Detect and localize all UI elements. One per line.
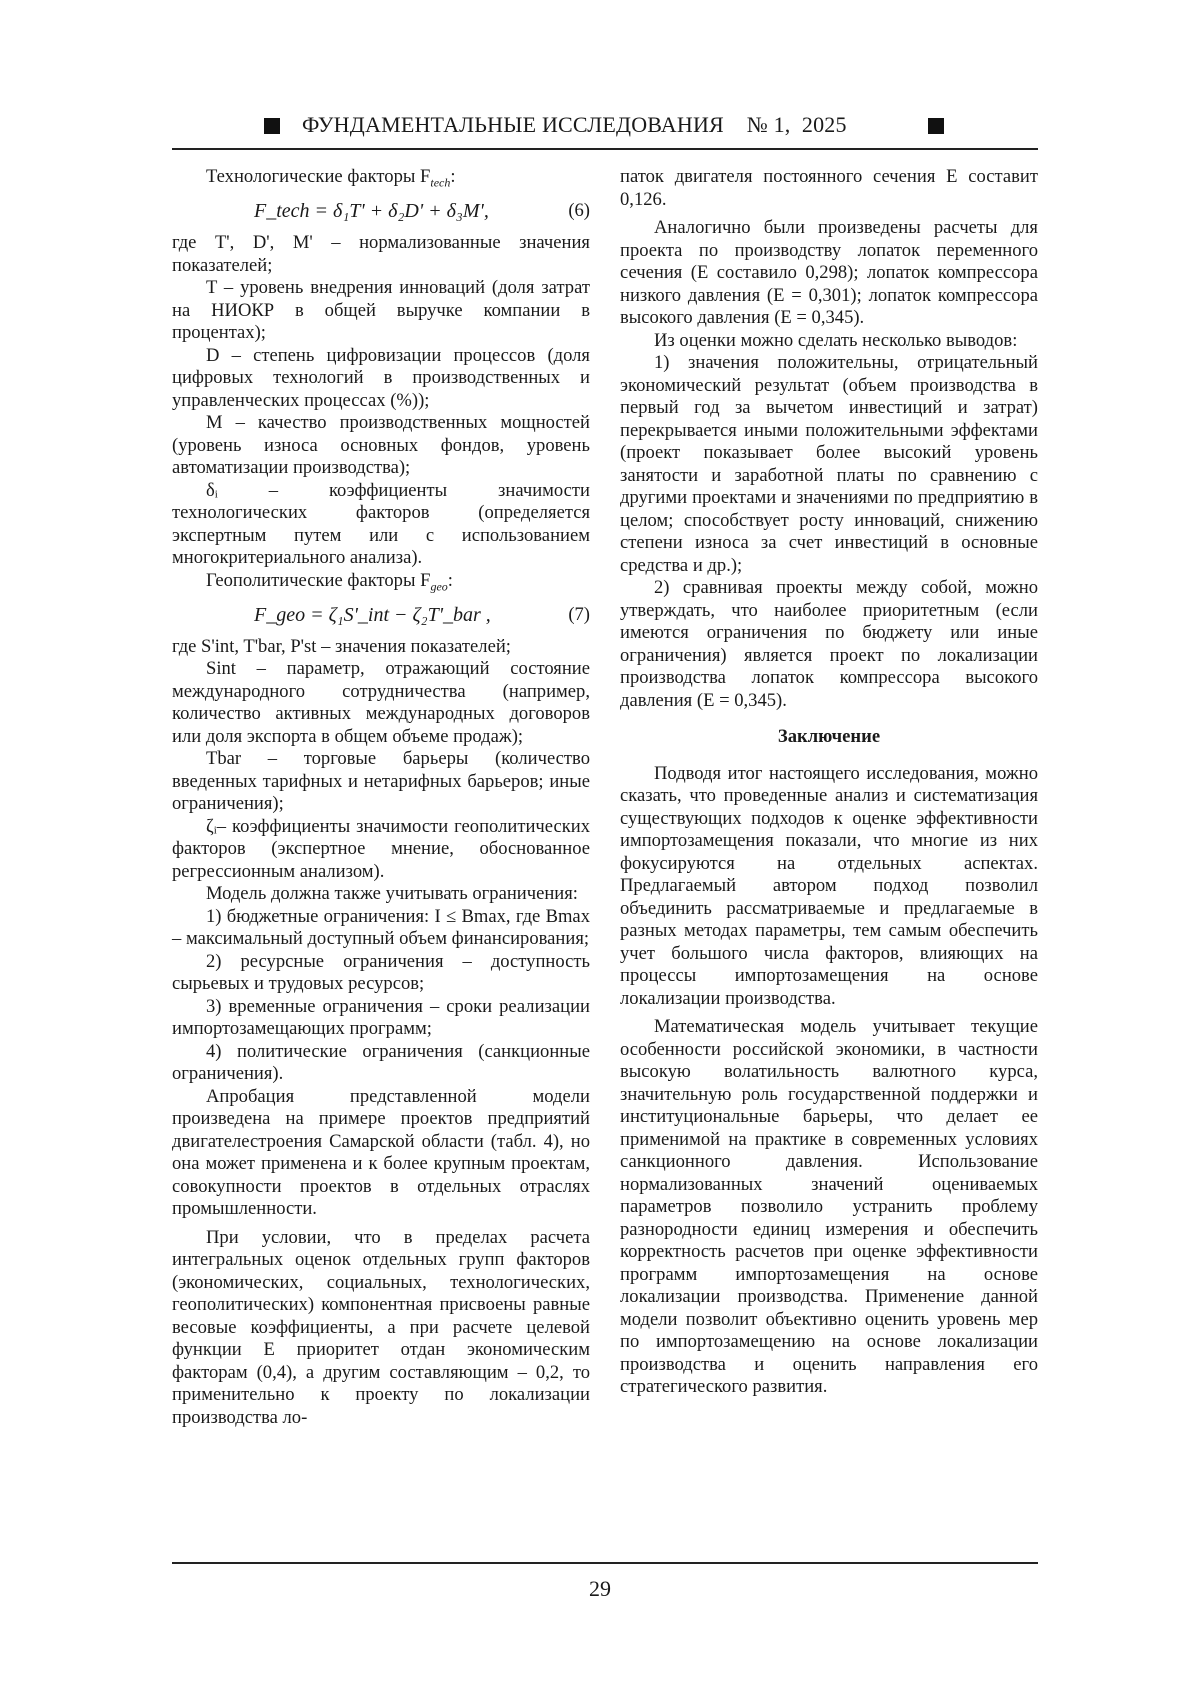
formula-6 bbox=[172, 196, 590, 230]
paragraph: M – качество производственных мощностей (уровень износа основных фондов, уровень автоматизации производства); bbox=[172, 412, 590, 479]
paragraph: 2) ресурсные ограничения – доступность сырьевых и трудовых ресурсов; bbox=[172, 950, 590, 995]
paragraph: T – уровень внедрения инноваций (доля затрат на НИОКР в общей выручке компании в процентах); bbox=[172, 277, 590, 344]
formula-7-number: (7) bbox=[568, 603, 590, 625]
footer-divider bbox=[172, 1562, 1038, 1564]
paragraph: 2) сравнивая проекты между собой, можно утверждать, что наиболее приоритетным (если имеются ограничения по бюджету или иные ограничения) является проект по локализации производства лопаток компрессора высокого давления (E = 0,345). bbox=[620, 577, 1038, 711]
paragraph: Tbar – торговые барьеры (количество введенных тарифных и нетарифных барьеров; иные ограничения); bbox=[172, 748, 590, 815]
right-column bbox=[620, 166, 1038, 1399]
left-column bbox=[172, 166, 590, 1429]
journal-title: ФУНДАМЕНТАЛЬНЫЕ ИССЛЕДОВАНИЯ № 1, 2025 bbox=[302, 112, 847, 137]
paragraph: Аналогично были произведены расчеты для проекта по производству лопаток переменного сечения (E составило 0,298); лопаток компрессора низкого давления (E = 0,301); лопаток компрессора высокого давления (E = 0,345). bbox=[620, 217, 1038, 328]
paragraph: Математическая модель учитывает текущие особенности российской экономики, в частности высокую волатильность валютного курса, значительную роль государственной поддержки и институциональные барьеры, что делает ее применимой на практике в современных условиях санкционного давления. Использование нормализованных значений оцениваемых параметров позволило устранить проблему разнородности единиц измерения и обеспечить корректность расчетов при оценке эффективности программ импортозамещения на основе локализации производства. Применение данной модели позволит объективно оценить уровень мер по импортозамещению на основе локализации производства и оценить направления его стратегического развития. bbox=[620, 1016, 1038, 1397]
paragraph: паток двигателя постоянного сечения E составит 0,126. bbox=[620, 166, 1038, 210]
journal-header bbox=[172, 112, 1038, 150]
paragraph: Модель должна также учитывать ограничения: bbox=[206, 883, 578, 905]
paragraph: Апробация представленной модели произведена на примере проектов предприятий двигателестроения Самарской области (табл. 4), но она может применена и к более крупным проектам, совокупности проектов в отдельных отраслях промышленности. bbox=[172, 1085, 590, 1220]
paragraph: где S'int, T'bar, P'st – значения показателей; bbox=[172, 635, 511, 657]
paragraph: где T', D', M' – нормализованные значения показателей; bbox=[172, 232, 590, 276]
paragraph: Из оценки можно сделать несколько выводов: bbox=[654, 329, 1018, 351]
tech-factors-intro: Технологические факторы $F_{tech}$: bbox=[206, 166, 456, 190]
header-square-right-icon bbox=[928, 118, 944, 134]
paragraph: 4) политические ограничения (санкционные ограничения). bbox=[172, 1040, 590, 1085]
formula-6-number: (6) bbox=[568, 200, 590, 222]
paragraph: D – степень цифровизации процессов (доля цифровых технологий в производственных и управленческих процессах (%)); bbox=[172, 344, 590, 411]
paragraph: ζᵢ– коэффициенты значимости геополитических факторов (экспертное мнение, обоснованное регрессионным анализом). bbox=[172, 815, 590, 882]
section-title: Заключение bbox=[777, 726, 881, 747]
formula-7 bbox=[172, 600, 590, 634]
paragraph: δᵢ – коэффициенты значимости технологических факторов (определяется экспертным путем или с использованием многокритериального анализа). bbox=[172, 479, 590, 569]
paragraph: Sint – параметр, отражающий состояние международного сотрудничества (например, количество активных международных договоров или доля экспорта в общем объеме продаж); bbox=[172, 658, 590, 747]
geo-factors-intro: Геополитические факторы $F_{geo}$: bbox=[206, 569, 453, 594]
paragraph: 1) бюджетные ограничения: I ≤ Bmax, где Bmax – максимальный доступный объем финансирования; bbox=[172, 905, 590, 950]
paragraph: При условии, что в пределах расчета интегральных оценок отдельных групп факторов (экономических, социальных, технологических, геополитических) компонентная присвоены равные весовые коэффициенты, а при расчете целевой функции E приоритет отдан экономическим факторам (0,4), а другим составляющим – 0,2, то применительно к проекту по локализации производства ло- bbox=[172, 1226, 590, 1428]
paragraph: 1) значения положительны, отрицательный экономический результат (объем производства в первый год за вычетом инвестиций и затрат) перекрывается иными положительными эффектами (проект показывает более высокий уровень занятости и заработной платы по сравнению с другими проектами и значениями по предприятию в целом; способствует росту инноваций, снижению степени износа за счет инвестиций в основные средства и др.); bbox=[620, 352, 1038, 576]
paragraph: Подводя итог настоящего исследования, можно сказать, что проведенные анализ и систематизация существующих подходов к оценке эффективности импортозамещения показали, что многие из них фокусируются на отдельных аспектах. Предлагаемый автором подход позволил объединить рассматриваемые и предлагаемые в разных методах параметры, тем самым обеспечить учет большого числа факторов, влияющих на процессы импортозамещения на основе локализации производства. bbox=[620, 762, 1038, 1009]
header-square-left-icon bbox=[264, 118, 280, 134]
formula-6-expression: F_tech = δ₁T' + δ₂D' + δ₃M', bbox=[254, 200, 489, 223]
page-number: 29 bbox=[589, 1576, 611, 1601]
paragraph: 3) временные ограничения – сроки реализации импортозамещающих программ; bbox=[172, 995, 590, 1040]
formula-7-expression: F_geo = ζ₁S'_int − ζ₂T'_bar , bbox=[254, 603, 491, 626]
